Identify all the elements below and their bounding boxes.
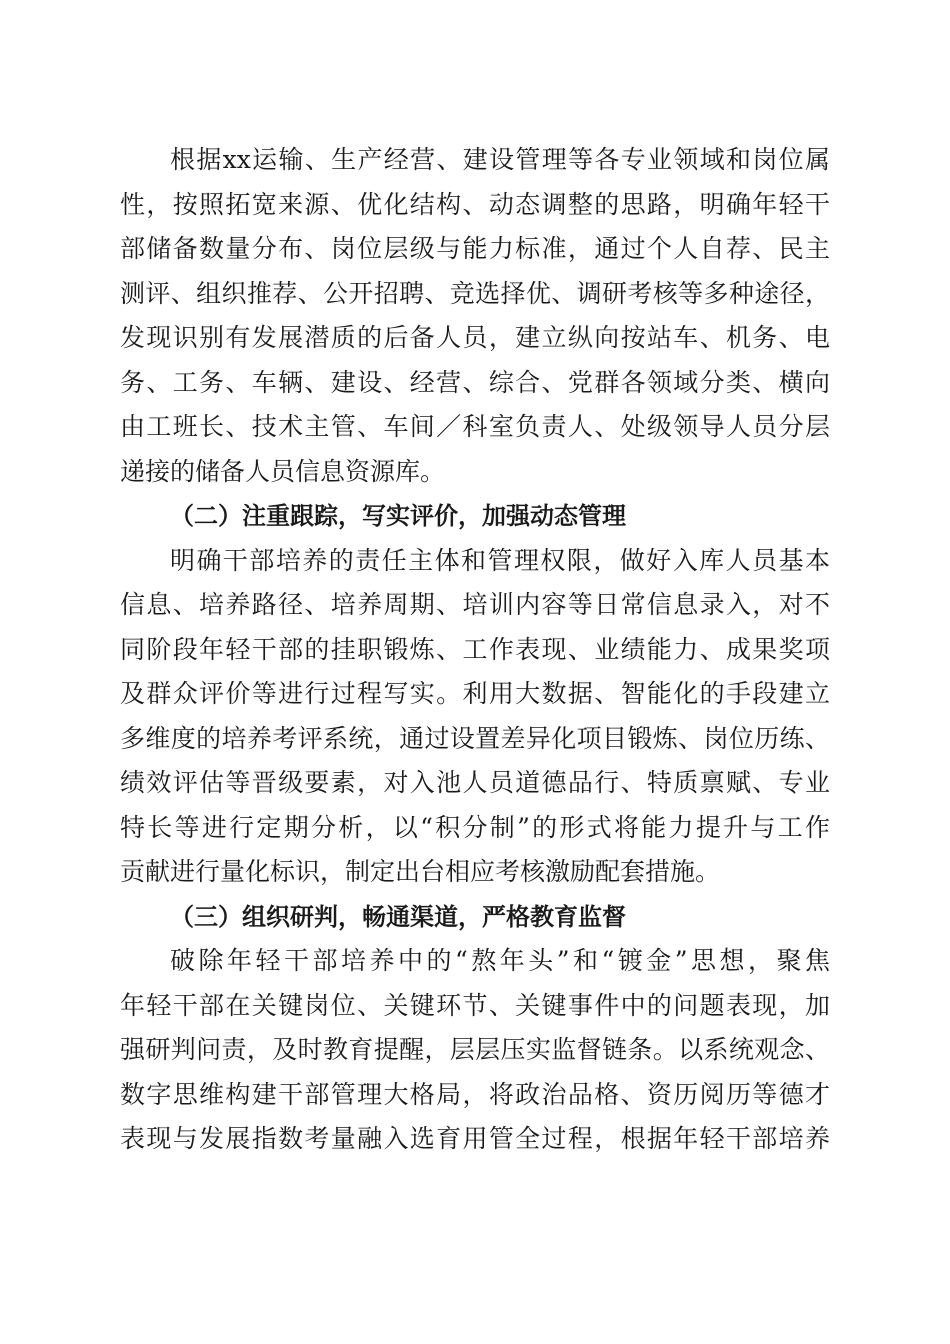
paragraph-2 xyxy=(120,539,830,895)
section-heading-3: （三）组织研判，畅通渠道，严格教育监督 xyxy=(170,902,626,931)
paragraph-line: 性，按照拓宽来源、优化结构、动态调整的思路，明确年轻干 xyxy=(120,189,830,219)
paragraph-line: 由工班长、技术主管、车间／科室负责人、处级领导人员分层 xyxy=(120,412,830,441)
paragraph-line: 绩效评估等晋级要素，对入池人员道德品行、特质禀赋、专业 xyxy=(120,768,830,797)
paragraph-line: 测评、组织推荐、公开招聘、竞选择优、调研考核等多种途径， xyxy=(120,278,830,308)
document-body xyxy=(120,138,830,1162)
paragraph-3 xyxy=(120,939,830,1162)
paragraph-line: 破除年轻干部培养中的“熬年头”和“镀金”思想，聚焦 xyxy=(170,946,830,975)
paragraph-line: 务、工务、车辆、建设、经营、综合、党群各领域分类、横向 xyxy=(120,367,830,397)
paragraph-line: 信息、培养路径、培养周期、培训内容等日常信息录入，对不 xyxy=(120,590,830,619)
paragraph-line: 特长等进行定期分析，以“积分制”的形式将能力提升与工作 xyxy=(120,812,830,842)
paragraph-line: 递接的储备人员信息资源库。 xyxy=(120,456,446,486)
paragraph-line: 部储备数量分布、岗位层级与能力标准，通过个人自荐、民主 xyxy=(120,234,830,263)
paragraph-1 xyxy=(120,138,830,494)
paragraph-line: 数字思维构建干部管理大格局，将政治品格、资历阅历等德才 xyxy=(120,1079,830,1109)
paragraph-line: 表现与发展指数考量融入选育用管全过程，根据年轻干部培养 xyxy=(120,1124,830,1153)
paragraph-line: 发现识别有发展潜质的后备人员，建立纵向按站车、机务、电 xyxy=(120,323,830,352)
paragraph-line: 贡献进行量化标识，制定出台相应考核激励配套措施。 xyxy=(120,857,721,886)
paragraph-line: 同阶段年轻干部的挂职锻炼、工作表现、业绩能力、成果奖项 xyxy=(120,634,830,664)
paragraph-line: 明确干部培养的责任主体和管理权限，做好入库人员基本 xyxy=(170,545,830,575)
section-heading-2: （二）注重跟踪，写实评价，加强动态管理 xyxy=(170,502,626,530)
paragraph-line: 根据xx运输、生产经营、建设管理等各专业领域和岗位属 xyxy=(170,145,830,174)
paragraph-line: 及群众评价等进行过程写实。利用大数据、智能化的手段建立 xyxy=(120,679,830,708)
paragraph-line: 年轻干部在关键岗位、关键环节、关键事件中的问题表现，加 xyxy=(120,990,830,1020)
paragraph-line: 强研判问责，及时教育提醒，层层压实监督链条。以系统观念、 xyxy=(120,1035,830,1064)
paragraph-line: 多维度的培养考评系统，通过设置差异化项目锻炼、岗位历练、 xyxy=(120,723,830,753)
